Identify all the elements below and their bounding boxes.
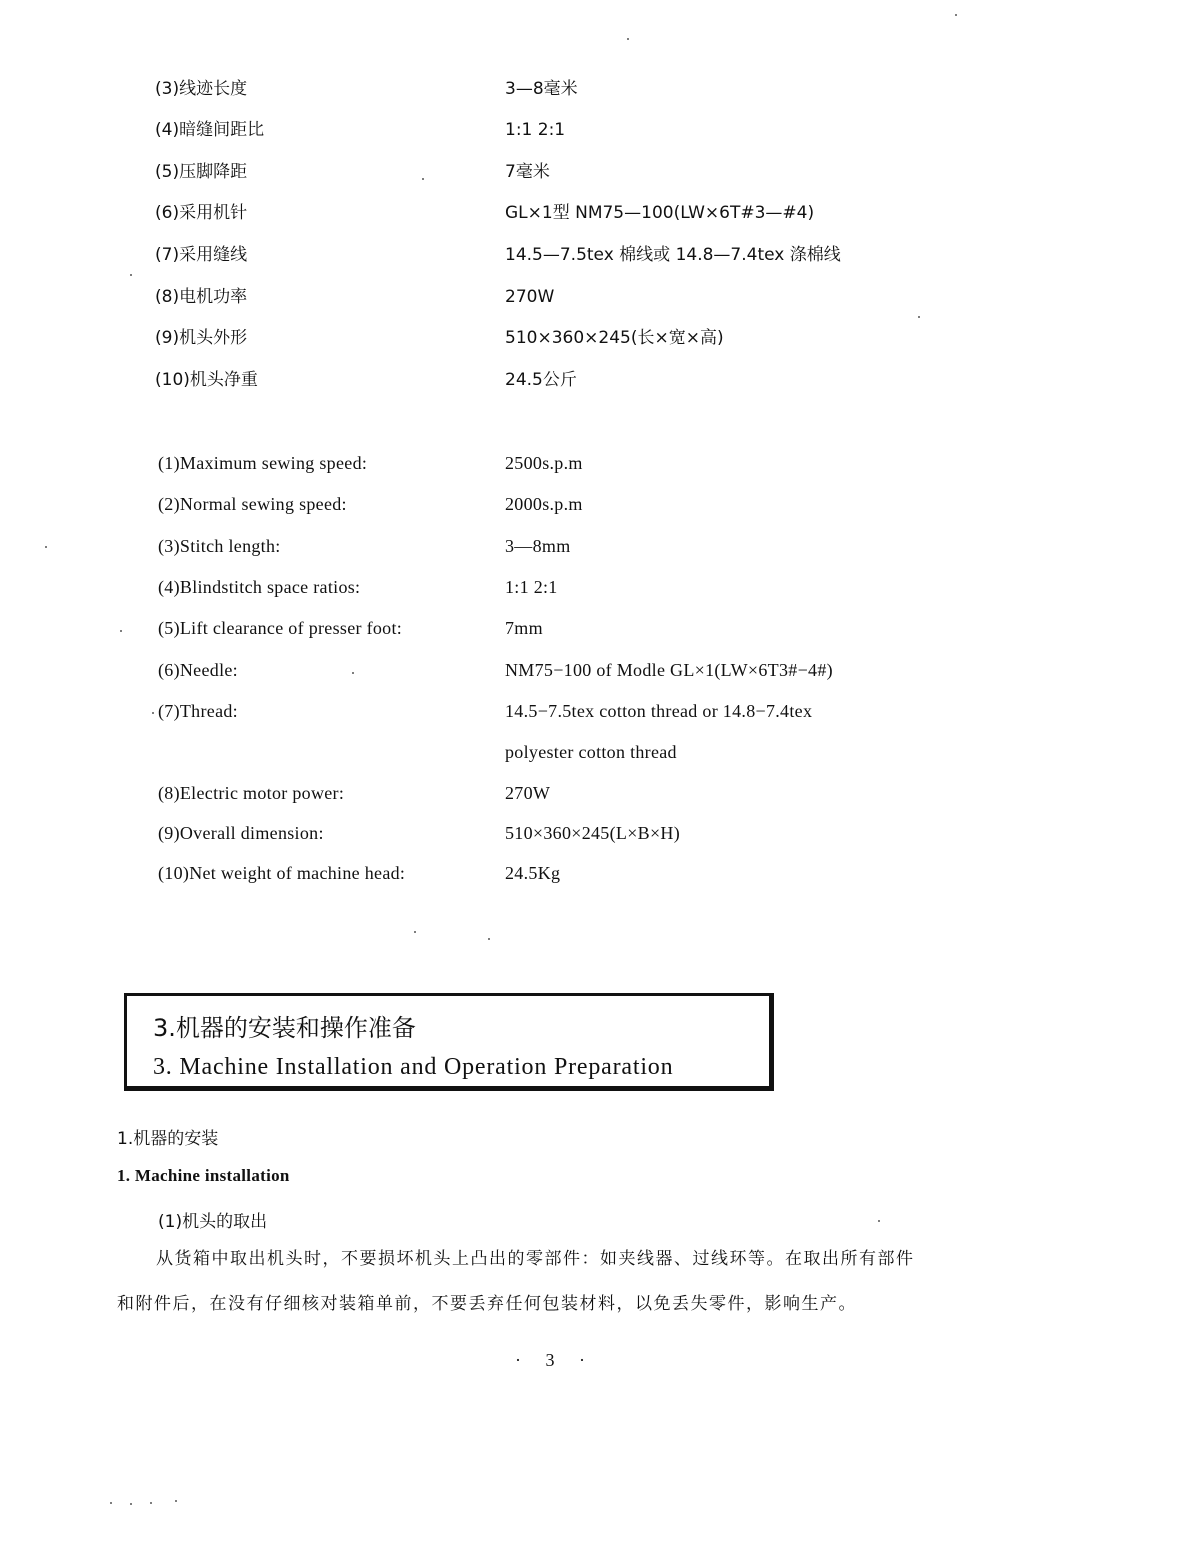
cn-spec-value: 270W	[505, 287, 555, 307]
en-spec-label: (10)Net weight of machine head:	[158, 863, 406, 883]
scan-speck	[422, 178, 424, 180]
cn-spec-value: 510×360×245(长×宽×高)	[505, 328, 724, 348]
en-spec-label: (9)Overall dimension:	[158, 823, 324, 843]
cn-spec-label: (9)机头外形	[155, 328, 248, 348]
section-title-en: 3. Machine Installation and Operation Preparation	[153, 1054, 674, 1080]
en-spec-label: (2)Normal sewing speed:	[158, 494, 347, 514]
scan-speck	[955, 14, 957, 16]
scan-speck	[152, 712, 154, 714]
cn-spec-label: (4)暗缝间距比	[155, 120, 265, 140]
scan-speck	[627, 38, 629, 40]
cn-spec-label: (10)机头净重	[155, 370, 258, 390]
cn-spec-label: (5)压脚降距	[155, 162, 248, 182]
subsection-title-cn: 1.机器的安装	[117, 1129, 219, 1149]
scan-speck	[175, 1500, 177, 1502]
en-spec-value-continued: polyester cotton thread	[505, 742, 677, 762]
en-spec-value: 1:1 2:1	[505, 577, 558, 597]
scan-speck	[150, 1502, 152, 1504]
en-spec-value: 270W	[505, 783, 551, 803]
cn-spec-value: 1:1 2:1	[505, 120, 566, 140]
en-spec-label: (1)Maximum sewing speed:	[158, 453, 368, 473]
scan-speck	[45, 546, 47, 548]
cn-spec-value: 24.5公斤	[505, 370, 577, 390]
scan-speck	[120, 630, 122, 632]
scan-speck	[110, 1502, 112, 1504]
scan-speck	[352, 672, 354, 674]
scan-speck	[918, 316, 920, 318]
section-title-cn: 3.机器的安装和操作准备	[153, 1014, 416, 1042]
page-number: · 3 ·	[515, 1350, 595, 1370]
en-spec-value: 7mm	[505, 618, 543, 638]
en-spec-label: (6)Needle:	[158, 660, 238, 680]
cn-spec-label: (7)采用缝线	[155, 245, 248, 265]
en-spec-value: 24.5Kg	[505, 863, 561, 883]
subsection-title-en: 1. Machine installation	[117, 1166, 290, 1185]
en-spec-value: NM75−100 of Modle GL×1(LW×6T3#−4#)	[505, 660, 833, 680]
cn-spec-label: (3)线迹长度	[155, 79, 248, 99]
scan-speck	[130, 274, 132, 276]
en-spec-label: (4)Blindstitch space ratios:	[158, 577, 361, 597]
scan-speck	[878, 1220, 880, 1222]
en-spec-value: 14.5−7.5tex cotton thread or 14.8−7.4tex	[505, 701, 813, 721]
en-spec-value: 3—8mm	[505, 536, 571, 556]
item-title-cn: (1)机头的取出	[158, 1212, 268, 1232]
en-spec-value: 2500s.p.m	[505, 453, 583, 473]
en-spec-value: 2000s.p.m	[505, 494, 583, 514]
cn-spec-value: 7毫米	[505, 162, 550, 182]
scan-speck	[130, 1503, 132, 1505]
scan-speck	[414, 931, 416, 933]
en-spec-label: (8)Electric motor power:	[158, 783, 345, 803]
cn-spec-value: 3—8毫米	[505, 79, 578, 99]
paragraph-line: 从货箱中取出机头时，不要损坏机头上凸出的零部件：如夹线器、过线环等。在取出所有部件	[156, 1249, 915, 1269]
section-heading-box	[124, 993, 774, 1091]
en-spec-label: (5)Lift clearance of presser foot:	[158, 618, 403, 638]
cn-spec-value: 14.5—7.5tex 棉线或 14.8—7.4tex 涤棉线	[505, 245, 841, 265]
en-spec-value: 510×360×245(L×B×H)	[505, 823, 680, 843]
paragraph-line: 和附件后，在没有仔细核对装箱单前，不要丢弃任何包装材料，以免丢失零件，影响生产。	[117, 1294, 857, 1314]
en-spec-label: (3)Stitch length:	[158, 536, 281, 556]
cn-spec-value: GL×1型 NM75—100(LW×6T#3—#4)	[505, 203, 815, 223]
cn-spec-label: (6)采用机针	[155, 203, 248, 223]
en-spec-label: (7)Thread:	[158, 701, 238, 721]
cn-spec-label: (8)电机功率	[155, 287, 248, 307]
scan-speck	[488, 938, 490, 940]
